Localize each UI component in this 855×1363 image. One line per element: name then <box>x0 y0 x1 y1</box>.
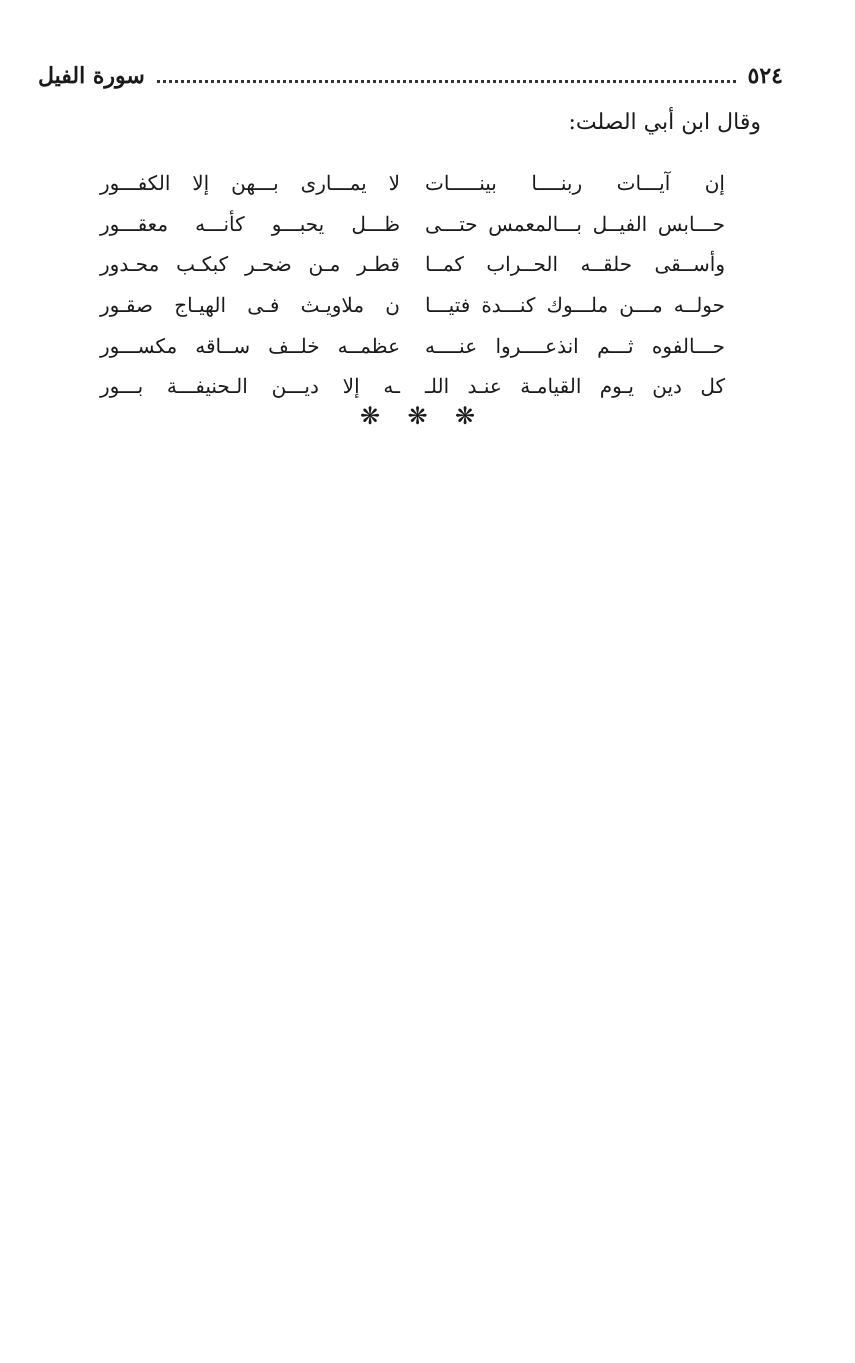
verse-second-hemistich: لا يمـــارى بـــهن إلا الكفـــور <box>100 171 400 196</box>
verse-second-hemistich: ن ملاويـث فـى الهيـاج صقـور <box>100 293 400 318</box>
surah-title: سورة الفيل <box>38 63 145 89</box>
verse-first-hemistich: حـــالفوه ثـــم انذعــــروا عنــــه <box>425 333 725 358</box>
verse-first-hemistich: حولــه مـــن ملـــوك كنـــدة فتيـــا <box>425 293 725 318</box>
verse-second-hemistich: ظـــل يحبـــو كأنـــه معقـــور <box>100 211 400 236</box>
asterism-glyph: ❋ <box>407 402 428 430</box>
verse <box>100 366 725 407</box>
page-number: ٥٢٤ <box>747 63 783 89</box>
verse <box>100 325 725 366</box>
poem <box>100 163 725 407</box>
verse-second-hemistich: ـه إلا ديـــن الـحنيفـــة بـــور <box>100 374 400 399</box>
verse-first-hemistich: كل دين يـوم القيامـة عنـد اللـ <box>425 374 725 399</box>
verse <box>100 163 725 204</box>
section-separator <box>355 402 480 430</box>
verse-first-hemistich: حـــابس الفيــل بـــالمعمس حتـــى <box>425 211 725 236</box>
verse <box>100 244 725 285</box>
asterism-glyph: ❋ <box>359 402 381 430</box>
running-head <box>38 56 783 96</box>
intro-line: وقال ابن أبي الصلت: <box>568 110 761 135</box>
asterism-glyph: ❋ <box>454 402 476 430</box>
verse-first-hemistich: وأســقى حلقــه الحــراب كمــا <box>425 252 725 277</box>
verse-second-hemistich: قطـر مـن ضحـر كبكـب محـدور <box>100 252 400 277</box>
verse-first-hemistich: إن آيـــات ربنــــا بينـــــات <box>425 171 725 196</box>
verse <box>100 204 725 245</box>
verse-second-hemistich: عظمــه خلــف ســاقه مكســـور <box>100 333 400 358</box>
verse <box>100 285 725 326</box>
dot-leader <box>157 80 736 83</box>
